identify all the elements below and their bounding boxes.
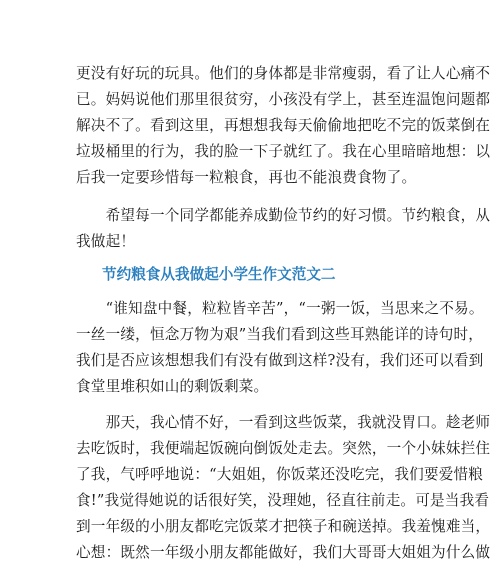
text-line: 解决不了。看到这里，再想想我每天偷偷地把吃不完的饭菜倒在 [76,117,491,134]
paragraph-4 [76,410,491,566]
text-line: 我们是否应该想想我们有没有做到这样?没有，我们还可以看到 [76,352,484,369]
text-line: 食堂里堆积如山的剩饭剩菜。 [76,378,269,395]
text-line: 更没有好玩的玩具。他们的身体都是非常瘦弱，看了让人心痛不 [76,65,491,82]
text-line: 希望每一个同学都能养成勤俭节约的好习惯。节约粮食，从 [76,207,491,224]
text-line: 垃圾桶里的行为，我的脸一下子就红了。我在心里暗暗地想：以 [76,143,491,160]
text-line: 到一年级的小朋友都吃完饭菜才把筷子和碗送掉。我羞愧难当， [76,518,491,535]
text-line: 去吃饭时，我便端起饭碗向倒饭处走去。突然，一个小妹妹拦住 [76,440,491,457]
paragraph-2 [76,203,491,255]
text-line: “谁知盘中餐，粒粒皆辛苦”，“一粥一饭，当思来之不易。 [76,300,484,317]
text-line: 我做起！ [76,233,136,250]
text-line: 那天，我心情不好，一看到这些饭菜，我就没胃口。趁老师 [76,414,491,431]
text-line: 心想：既然一年级小朋友都能做好，我们大哥哥大姐姐为什么做 [76,544,491,561]
text-line: 食!”我觉得她说的话很好笑，没理她，径直往前走。可是当我看 [76,492,490,509]
text-line: 已。妈妈说他们那里很贫穷，小孩没有学上，甚至连温饱问题都 [76,91,491,108]
text-line: 后我一定要珍惜每一粒粮食，再也不能浪费食物了。 [76,169,417,186]
section-heading: 节约粮食从我做起小学生作文范文二 [102,266,336,283]
text-line: 了我，气呼呼地说：“大姐姐，你饭菜还没吃完，我们要爱惜粮 [76,466,484,483]
paragraph-1 [76,61,491,191]
text-line: 一丝一缕，恒念万物为艰”当我们看到这些耳熟能详的诗句时， [76,326,484,343]
paragraph-3 [76,296,484,400]
